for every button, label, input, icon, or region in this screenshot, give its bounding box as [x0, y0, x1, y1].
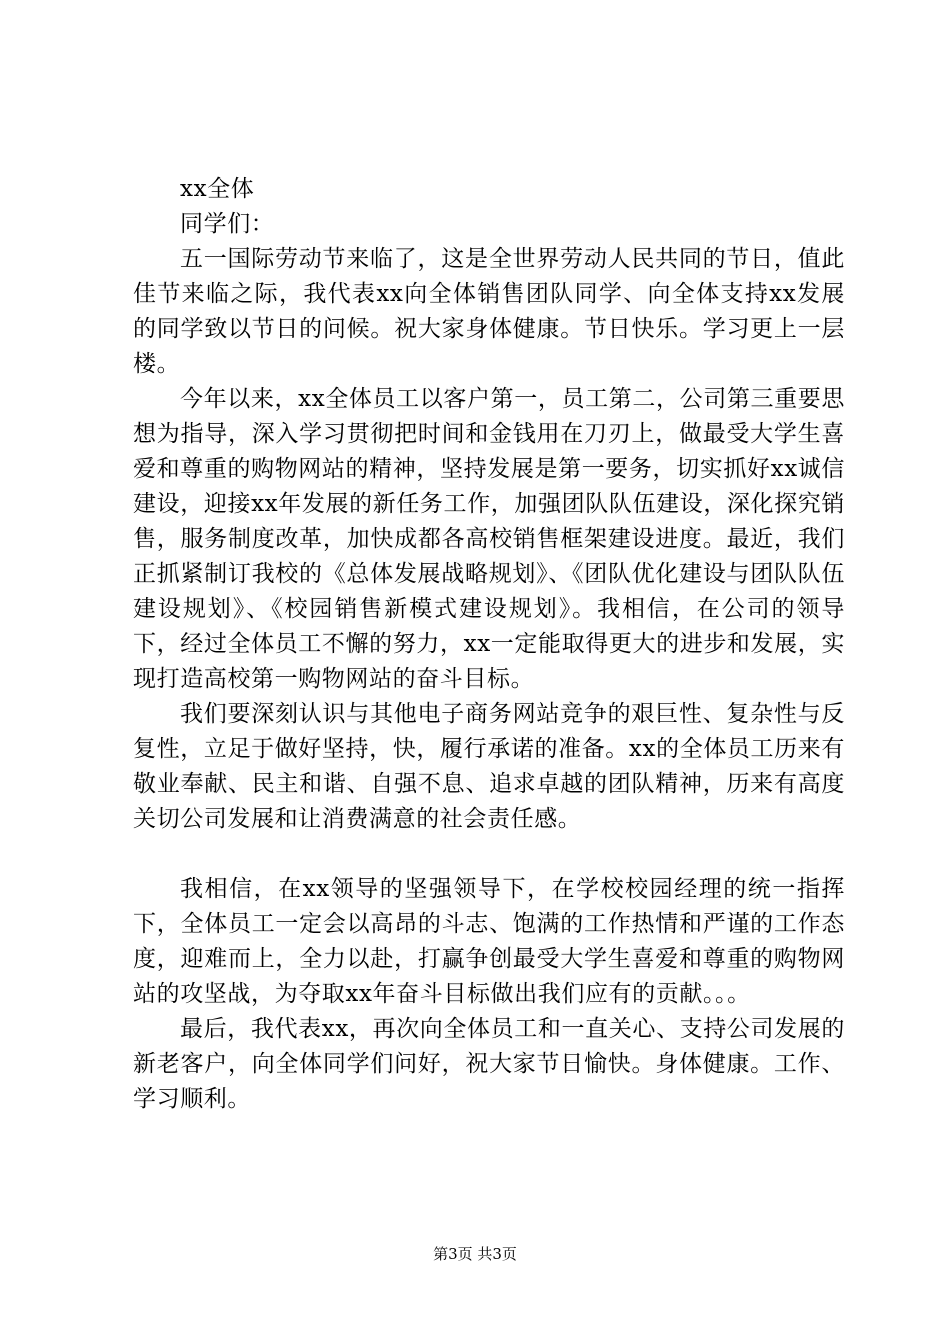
document-body — [133, 172, 845, 1117]
paragraph-progress: 今年以来，xx全体员工以客户第一，员工第二，公司第三重要思想为指导，深入学习贯彻把时间和金钱用在刀刃上，做最受大学生喜爱和尊重的购物网站的精神，坚持发展是第一要务，切实抓好xx诚信建设，迎接xx年发展的新任务工作，加强团队队伍建设，深化探究销售，服务制度改革，加快成都各高校销售框架建设进度。最近，我们正抓紧制订我校的《总体发展战略规划》、《团队优化建设与团队队伍建设规划》、《校园销售新模式建设规划》。我相信，在公司的领导下，经过全体员工不懈的努力，xx一定能取得更大的进步和发展，实现打造高校第一购物网站的奋斗目标。 — [133, 386, 845, 692]
paragraph-team-spirit: 我们要深刻认识与其他电子商务网站竞争的艰巨性、复杂性与反复性，立足于做好坚持，快，履行承诺的准备。xx的全体员工历来有敬业奉献、民主和谐、自强不息、追求卓越的团队精神，历来有高度关切公司发展和让消费满意的社会责任感。 — [133, 701, 845, 832]
paragraph-closing: 最后，我代表xx，再次向全体员工和一直关心、支持公司发展的新老客户，向全体同学们问好，祝大家节日愉快。身体健康。工作、学习顺利。 — [133, 1016, 845, 1112]
page-number-footer: 第3页 共3页 — [433, 1245, 517, 1263]
salutation-line-1: xx全体 — [180, 176, 255, 202]
paragraph-greeting: 五一国际劳动节来临了，这是全世界劳动人民共同的节日，值此佳节来临之际，我代表xx向全体销售团队同学、向全体支持xx发展的同学致以节日的问候。祝大家身体健康。节日快乐。学习更上一层楼。 — [133, 246, 845, 377]
paragraph-commitment: 我相信，在xx领导的坚强领导下，在学校校园经理的统一指挥下，全体员工一定会以高昂的斗志、饱满的工作热情和严谨的工作态度，迎难而上，全力以赴，打赢争创最受大学生喜爱和尊重的购物网站的攻坚战，为夺取xx年奋斗目标做出我们应有的贡献。。。 — [133, 876, 845, 1007]
salutation-line-2: 同学们： — [180, 211, 275, 237]
